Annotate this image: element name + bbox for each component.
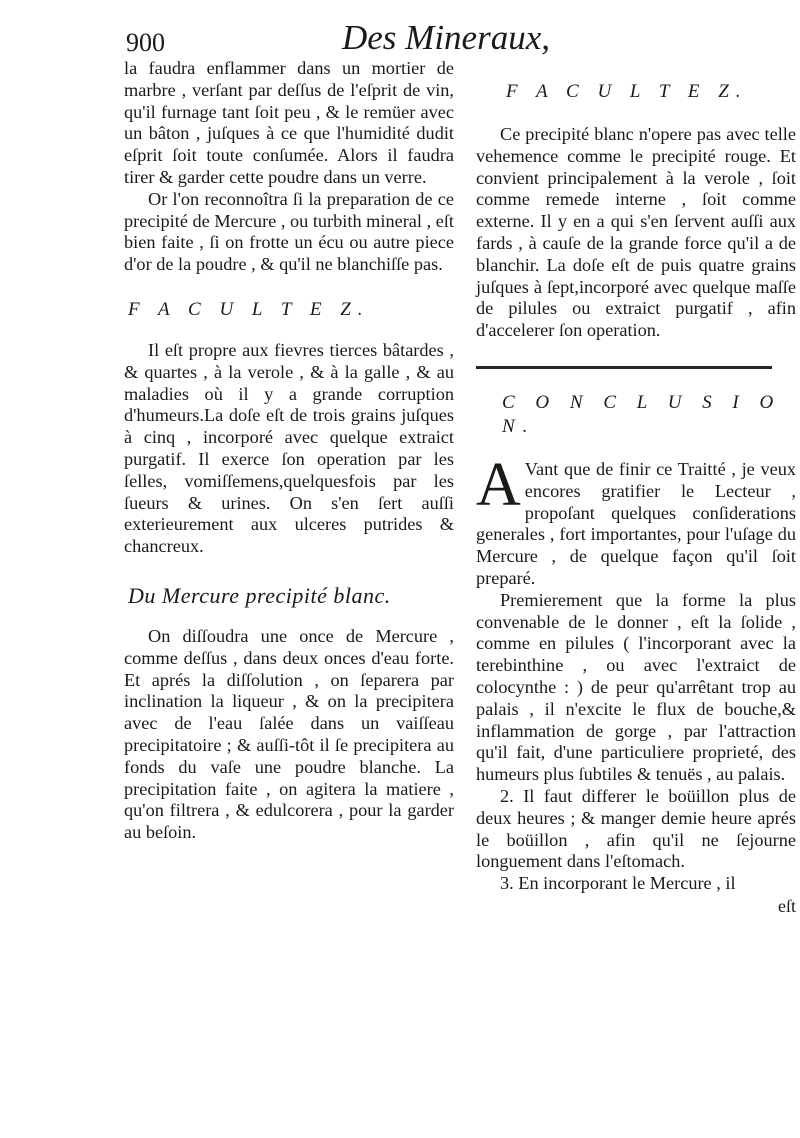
left-column bbox=[124, 58, 454, 844]
conclusion-opening bbox=[476, 450, 796, 590]
drop-cap: A bbox=[476, 450, 521, 519]
section-heading-facultez: F A C U L T E Z. bbox=[128, 298, 370, 320]
paragraph: la faudra enflammer dans un mortier de marbre , verſant par deſſus de l'eſprit de vin, qu'il furnage tant ſoit peu , & le remüer avec un bâton , juſques à ce que l'humidité dudit eſprit ſoit toute conſumée. Alors il faudra tirer & garder cette poudre dans un verre. bbox=[124, 58, 454, 187]
running-title: Des Mineraux, bbox=[342, 18, 551, 57]
section-heading-mercure-blanc: Du Mercure precipité blanc. bbox=[128, 582, 391, 608]
paragraph: 3. En incorporant le Mercure , il bbox=[500, 873, 736, 894]
paragraph: On diſſoudra une once de Mercure , comme deſſus , dans deux onces d'eau forte. Et aprés la diſſolution , on ſeparera par inclination la liqueur , & on la precipitera avec de l'eau ſalée dans un vaiſſeau precipitatoire ; & auſſi-tôt il ſe precipitera au fonds du vaſe une poudre blanche. La precipitation faite , on agitera la matiere , qu'on filtrera , & edulcorera , pour la garder au beſoin. bbox=[124, 625, 454, 843]
paragraph: Il eſt propre aux fievres tierces bâtardes , & quartes , à la verole , & à la galle , & au maladies où il y a grande corruption d'humeurs.La doſe eſt de trois grains juſques à cinq , incorporé avec quelque extraict purgatif. Il exerce ſon operation par les ſelles, vomiſſemens,quelquesfois par les ſueurs & urines. On s'en ſert auſſi exterieurement aux ulceres putrides & chancreux. bbox=[124, 339, 454, 557]
paragraph: Or l'on reconnoîtra ſi la preparation de ce precipité de Mercure , ou turbith mineral , eſt bien faite , ſi on frotte un écu ou autre piece d'or de la poudre , & qu'il ne blanchiſſe pas. bbox=[124, 188, 454, 275]
right-column bbox=[476, 58, 796, 916]
paragraph: 2. Il faut differer le boüillon plus de deux heures ; & manger demie heure aprés le boüillon , afin qu'il ne ſejourne longuement dans l'eſtomach. bbox=[476, 785, 796, 872]
section-heading-facultez: F A C U L T E Z. bbox=[506, 81, 748, 102]
paragraph: Premierement que la forme la plus convenable de le donner , eſt la ſolide , comme en pilules ( l'incorporant avec la terebinthine , ou avec l'extraict de colocynthe : ) de peur qu'arrêtant trop au palais , il n'excite le flux de bouche,& inflammation de gorge , par l'attraction qu'il fait, d'une particuliere proprieté, des humeurs plus ſubtiles & tenuës , au palais. bbox=[476, 589, 796, 785]
paragraph: Ce precipité blanc n'opere pas avec telle vehemence comme le precipité rouge. Et convient principalement à la verole , ſoit comme remede interne , ſoit comme externe. Il y en a qui s'en ſervent auſſi aux fards , à cauſe de la grande force qu'il a de blanchir. La doſe eſt de puis quatre grains juſques à ſept,incorporé avec quelque maſſe de pilules ou extraict purgatif , afin d'accelerer ſon operation. bbox=[476, 124, 796, 341]
section-heading-conclusion: C O N C L U S I O N. bbox=[502, 391, 782, 437]
page-header bbox=[126, 14, 726, 64]
catchword: eſt bbox=[778, 895, 796, 916]
paragraph: Vant que de finir ce Traitté , je veux encores gratifier le Lecteur , propoſant quelques conſiderations generales , fort importantes, pour l'uſage du Mercure , de quelque façon qu'il ſoit preparé. bbox=[476, 458, 796, 588]
section-divider bbox=[476, 366, 772, 369]
page-number: 900 bbox=[126, 28, 165, 57]
